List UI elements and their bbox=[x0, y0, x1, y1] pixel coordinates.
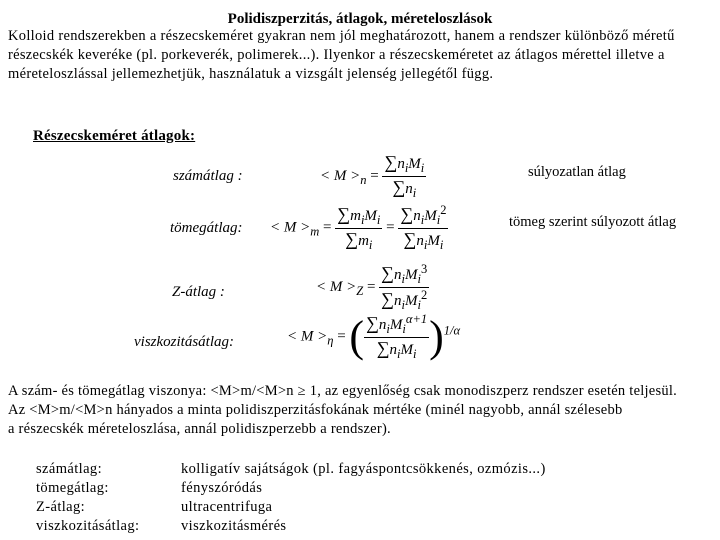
avg-label-number: számátlag : bbox=[173, 168, 243, 184]
prop-method-number: kolligatív sajátságok (pl. fagyáspontcsökkenés, ozmózis...) bbox=[181, 461, 546, 477]
avg-label-z: Z-átlag : bbox=[172, 284, 225, 300]
note-mass-weighted: tömeg szerint súlyozott átlag bbox=[509, 214, 677, 230]
page-title: Polidiszperzitás, átlagok, méreteloszlások bbox=[227, 11, 493, 27]
conclusion-line-1: A szám- és tömegátlag viszonya: <M>m/<M>n ≥ 1, az egyenlőség csak monodiszperz rendszer esetén teljesül. bbox=[8, 383, 678, 399]
intro-paragraph: Kolloid rendszerekben a részecskeméret gyakran nem jól meghatározott, hanem a rendszer különböző méretű részecskék keveréke (pl. porkeverék, polimerek...). Ilyenkor a részecskeméretet az átlagos mérettel illetve a méreteloszlással jellemezhetjük, használatuk a vizsgált jelenség jellegétől függ. bbox=[8, 28, 675, 82]
prop-method-viscosity: viszkozitásmérés bbox=[181, 518, 287, 534]
section-heading: Részecskeméret átlagok: bbox=[33, 128, 196, 144]
conclusion-line-2: Az <M>m/<M>n hányados a minta polidiszperzitásfokának mértéke (minél nagyobb, annál szélesebb bbox=[8, 402, 623, 418]
properties-avg-column bbox=[36, 460, 139, 536]
conclusion-paragraph bbox=[8, 382, 718, 439]
prop-avg-z: Z-átlag: bbox=[36, 499, 86, 515]
formula-number-average: < $M >_n$ = $\frac{\sum n_iM_i}{\sum n_i}$ bbox=[320, 152, 425, 200]
note-unweighted: súlyozatlan átlag bbox=[528, 164, 626, 180]
prop-avg-viscosity: viszkozitásátlag: bbox=[36, 518, 140, 534]
properties-method-column bbox=[181, 460, 546, 536]
formula-viscosity-average: < $M >_\eta$ = ( $\frac{\sum n_iM_i^{\alpha+1}}{\sum n_iM_i}$ )$^{1/\alpha}$ bbox=[287, 312, 461, 361]
prop-method-mass: fényszóródás bbox=[181, 480, 263, 496]
formula-z-average: < $M >_Z$ = $\frac{\sum n_iM_i^3}{\sum n_iM_i^2}$ bbox=[316, 262, 428, 312]
prop-avg-number: számátlag: bbox=[36, 461, 103, 477]
prop-avg-mass: tömegátlag: bbox=[36, 480, 109, 496]
avg-label-mass: tömegátlag: bbox=[170, 220, 243, 236]
formula-mass-average: < $M >_m$ = $\frac{\sum m_iM_i}{\sum m_i}$ = $\frac{\sum n_iM_i^2}{\sum n_iM_i}$ bbox=[270, 203, 447, 252]
avg-label-viscosity: viszkozitásátlag: bbox=[134, 334, 234, 350]
conclusion-line-3: a részecskék méreteloszlása, annál polidiszperzebb a rendszer). bbox=[8, 421, 391, 437]
prop-method-z: ultracentrifuga bbox=[181, 499, 273, 515]
